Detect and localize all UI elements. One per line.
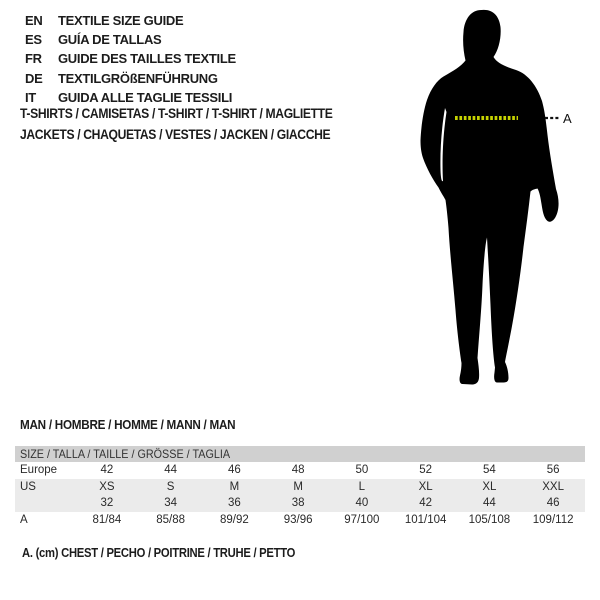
- language-title: GUIDE DES TAILLES TEXTILE: [58, 51, 236, 67]
- language-code: EN: [25, 13, 43, 28]
- size-table-header: SIZE / TALLA / TAILLE / GRÖSSE / TAGLIA: [15, 446, 585, 462]
- cell: 97/100: [344, 513, 380, 526]
- cell: 44: [164, 464, 178, 477]
- row-label: A: [20, 513, 28, 526]
- cell: 48: [291, 464, 305, 477]
- cell: 44: [482, 497, 496, 510]
- language-list: [25, 11, 236, 107]
- cell: 93/96: [283, 513, 313, 526]
- cell: 46: [546, 497, 560, 510]
- cell: 36: [227, 497, 241, 510]
- cell: 42: [419, 497, 433, 510]
- cell: 32: [100, 497, 114, 510]
- language-title: TEXTILGRÖßENFÜHRUNG: [58, 70, 218, 86]
- cell: 54: [482, 464, 496, 477]
- language-row-en: [25, 11, 236, 30]
- cell: 52: [419, 464, 433, 477]
- section-title-man: MAN / HOMBRE / HOMME / MANN / MAN: [20, 417, 236, 432]
- cell: 56: [546, 464, 560, 477]
- language-row-de: [25, 69, 236, 88]
- language-title: TEXTILE SIZE GUIDE: [58, 13, 184, 28]
- language-code: ES: [25, 32, 42, 48]
- language-code: DE: [25, 70, 43, 86]
- man-silhouette-figure: [395, 0, 600, 400]
- cell: 50: [355, 464, 369, 477]
- cell: L: [358, 480, 366, 493]
- cell: 81/84: [92, 513, 122, 526]
- row-label: US: [20, 480, 36, 493]
- cell: 38: [291, 497, 305, 510]
- cell: S: [166, 480, 175, 493]
- cell: 109/112: [532, 513, 574, 526]
- category-jackets: JACKETS / CHAQUETAS / VESTES / JACKEN / GIACCHE: [20, 127, 331, 142]
- language-title: GUIDA ALLE TAGLIE TESSILI: [58, 89, 233, 105]
- language-code: IT: [25, 89, 36, 105]
- language-row-es: [25, 30, 236, 49]
- cell: XL: [482, 480, 497, 493]
- table-row-europe: [15, 462, 585, 479]
- cell: XS: [99, 480, 115, 493]
- cell: M: [229, 480, 240, 493]
- category-list: [20, 103, 367, 145]
- cell: XL: [418, 480, 433, 493]
- table-row-chest-cm: [15, 512, 585, 529]
- table-row-alt-sizes: [15, 495, 585, 512]
- size-table: [15, 446, 585, 528]
- category-tshirts: T-SHIRTS / CAMISETAS / T-SHIRT / T-SHIRT / MAGLIETTE: [20, 106, 333, 121]
- measurement-footnote: A. (cm) CHEST / PECHO / POITRINE / TRUHE / PETTO: [22, 546, 296, 560]
- cell: 101/104: [404, 513, 447, 526]
- cell: M: [293, 480, 303, 493]
- language-title: GUÍA DE TALLAS: [58, 32, 162, 48]
- cell: 46: [227, 464, 241, 477]
- cell: XXL: [542, 480, 564, 493]
- cell: 89/92: [219, 513, 249, 526]
- cell: 40: [355, 497, 369, 510]
- table-row-us: [15, 479, 585, 496]
- cell: 42: [100, 464, 114, 477]
- language-code: FR: [25, 51, 42, 67]
- language-row-fr: [25, 49, 236, 68]
- man-silhouette: [421, 10, 559, 385]
- cell: 34: [164, 497, 178, 510]
- marker-label: A: [563, 111, 572, 126]
- cell: 85/88: [156, 513, 186, 526]
- row-label: Europe: [20, 464, 58, 477]
- cell: 105/108: [468, 513, 511, 526]
